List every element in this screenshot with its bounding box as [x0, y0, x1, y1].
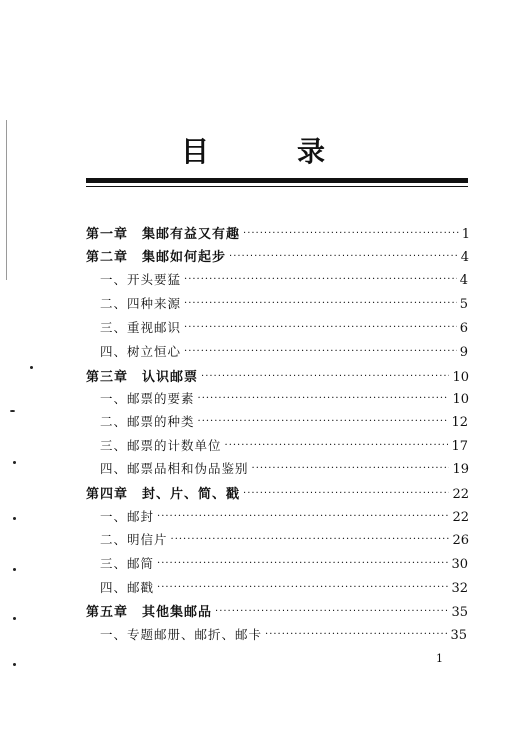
toc-entry-page: 35 [450, 628, 467, 643]
scan-speck [13, 663, 16, 666]
toc-dot-leader [184, 318, 457, 333]
toc-dot-leader [171, 530, 450, 545]
toc-section-entry [100, 318, 468, 336]
toc-entry-page: 22 [452, 487, 469, 502]
toc-entry-page: 10 [452, 392, 469, 407]
toc-dot-leader [225, 436, 449, 451]
toc-section-entry [100, 412, 468, 430]
toc-section-entry [100, 342, 468, 360]
toc-entry-page: 30 [451, 557, 468, 572]
toc-section-entry [100, 294, 468, 312]
toc-entry-page: 5 [459, 297, 468, 312]
toc-entry-page: 9 [459, 345, 468, 360]
toc-entry-label: 第一章 集邮有益又有趣 [86, 227, 241, 242]
toc-entry-label: 第四章 封、片、简、戳 [86, 487, 241, 502]
toc-section-entry [100, 625, 467, 643]
toc-entry-page: 4 [460, 250, 469, 265]
toc-section-entry [100, 389, 469, 407]
toc-dot-leader [198, 389, 450, 404]
page-title: 目 录 [180, 135, 355, 168]
toc-entry-page: 19 [452, 462, 469, 477]
toc-entry-label: 一、邮封 [100, 509, 155, 524]
toc-dot-leader [184, 342, 457, 357]
toc-entry-page: 4 [459, 273, 468, 288]
toc-entry-label: 四、树立恒心 [100, 344, 182, 359]
toc-entry-label: 第二章 集邮如何起步 [86, 250, 227, 265]
toc-section-entry [100, 578, 468, 596]
title-rule-thin [86, 186, 468, 187]
toc-chapter-entry [86, 483, 469, 502]
scan-speck [10, 410, 15, 412]
toc-section-entry [100, 554, 468, 572]
toc-entry-page: 6 [459, 321, 468, 336]
toc-entry-label: 三、邮票的计数单位 [100, 438, 222, 453]
title-rule-thick [86, 178, 468, 183]
toc-section-entry [100, 530, 469, 548]
toc-dot-leader [157, 507, 449, 522]
toc-entry-label: 二、邮票的种类 [100, 414, 195, 429]
page-number: 1 [436, 652, 443, 665]
toc-entry-label: 一、开头要猛 [100, 272, 182, 287]
toc-dot-leader [215, 603, 448, 618]
toc-entry-label: 一、专题邮册、邮折、邮卡 [100, 627, 263, 642]
toc-chapter-entry [86, 223, 470, 242]
toc-chapter-entry [86, 366, 469, 385]
toc-section-entry [100, 436, 468, 454]
toc-dot-leader [157, 578, 448, 593]
toc-entry-page: 10 [452, 370, 469, 385]
toc-section-entry [100, 459, 469, 477]
toc-entry-label: 三、重视邮识 [100, 320, 182, 335]
scan-speck [13, 517, 16, 520]
toc-section-entry [100, 270, 468, 288]
toc-entry-page: 1 [461, 227, 470, 242]
toc-chapter-entry [86, 246, 469, 265]
toc-dot-leader [243, 225, 459, 240]
toc-entry-label: 一、邮票的要素 [100, 391, 195, 406]
toc-dot-leader [243, 485, 449, 500]
toc-dot-leader [201, 368, 449, 383]
toc-dot-leader [198, 412, 449, 427]
toc-entry-label: 第五章 其他集邮品 [86, 605, 213, 620]
scan-speck [30, 366, 33, 369]
toc-dot-leader [265, 625, 447, 640]
toc-dot-leader [252, 459, 450, 474]
toc-entry-page: 32 [451, 581, 468, 596]
toc-entry-label: 二、四种来源 [100, 296, 182, 311]
toc-entry-page: 26 [452, 533, 469, 548]
toc-entry-page: 12 [451, 415, 468, 430]
toc-entry-label: 四、邮戳 [100, 580, 155, 595]
toc-dot-leader [184, 294, 457, 309]
toc-dot-leader [184, 270, 457, 285]
scan-speck [13, 461, 16, 464]
toc-dot-leader [157, 554, 448, 569]
toc-dot-leader [229, 248, 458, 263]
scan-speck [13, 568, 16, 571]
toc-entry-label: 第三章 认识邮票 [86, 370, 199, 385]
toc-entry-label: 四、邮票品相和伪品鉴别 [100, 461, 249, 476]
toc-entry-page: 17 [451, 439, 468, 454]
toc-entry-label: 三、邮简 [100, 556, 155, 571]
toc-section-entry [100, 507, 469, 525]
scan-speck [13, 617, 16, 620]
toc-chapter-entry [86, 601, 468, 620]
toc-entry-page: 22 [452, 510, 469, 525]
toc-entry-label: 二、明信片 [100, 532, 168, 547]
toc-entry-page: 35 [451, 605, 468, 620]
